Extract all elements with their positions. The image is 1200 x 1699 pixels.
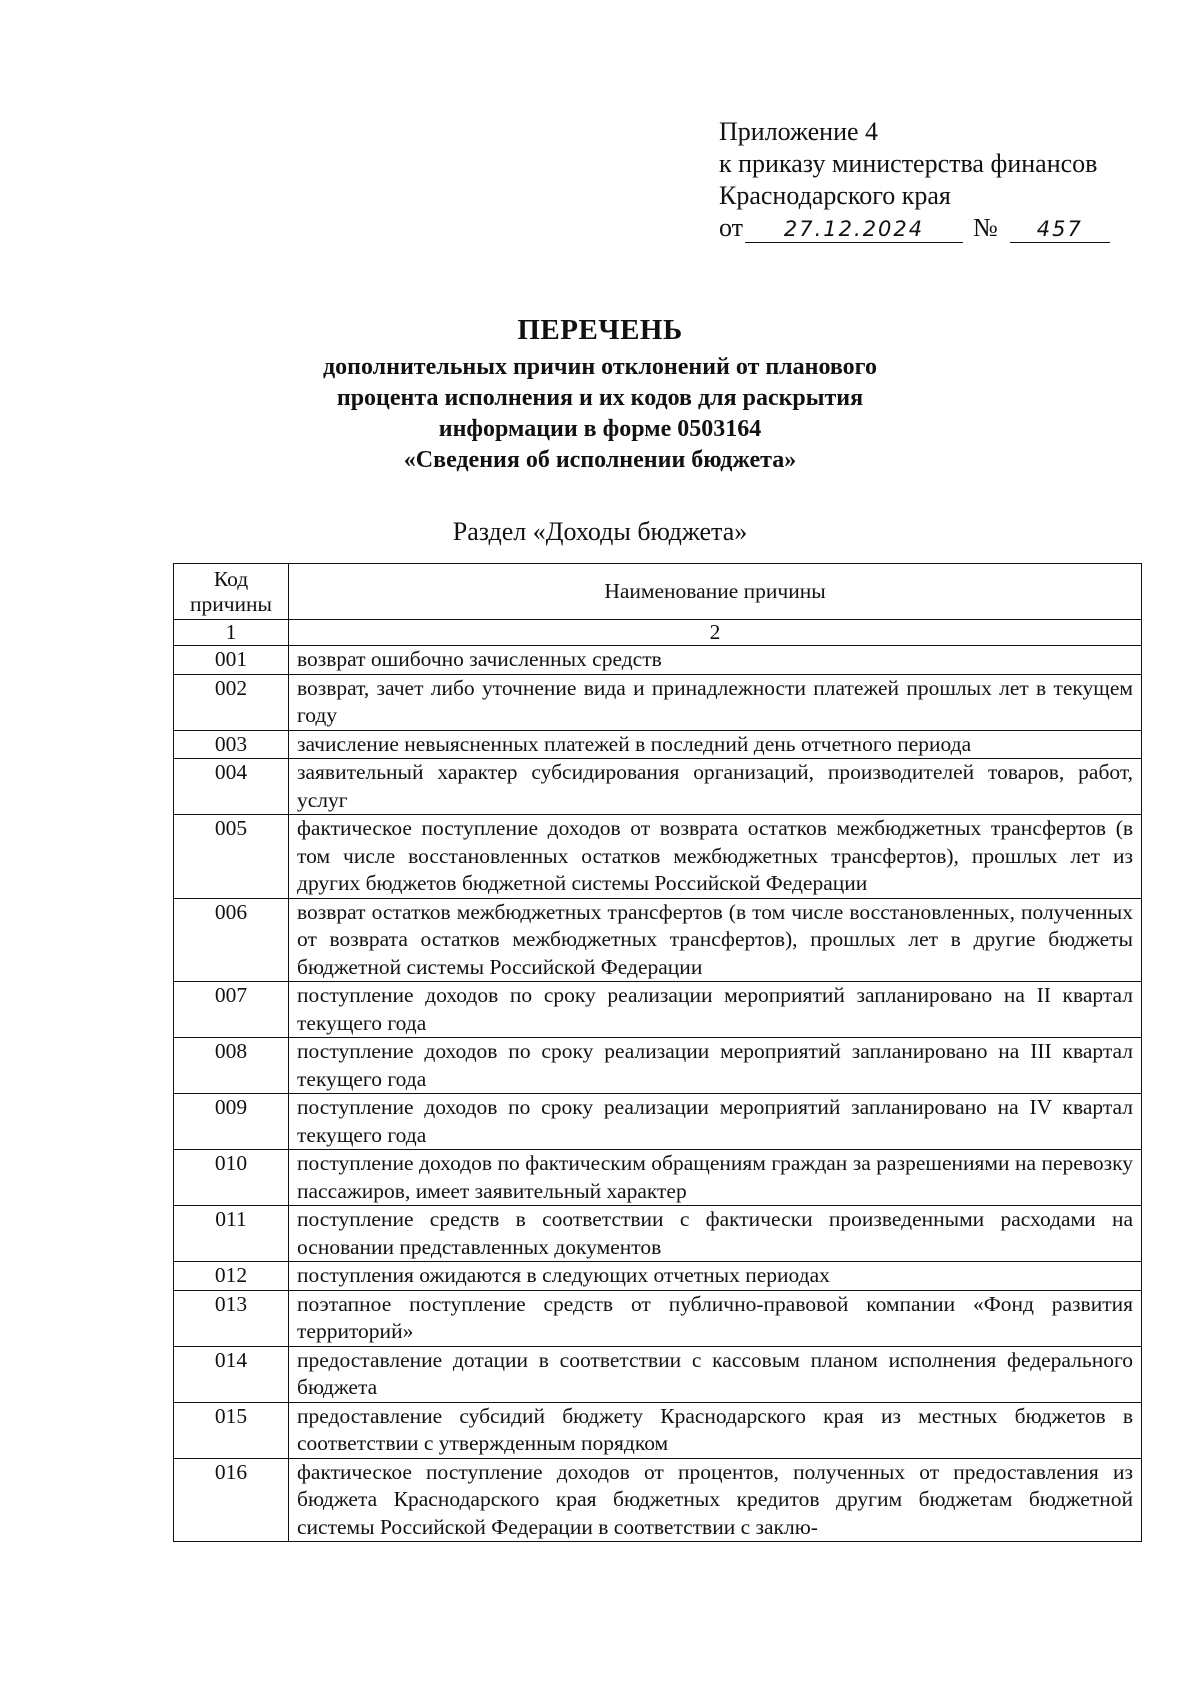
appendix-block [719, 116, 1110, 244]
reason-code: 003 [174, 730, 289, 759]
reason-code: 011 [174, 1206, 289, 1262]
appendix-line-1: Приложение 4 [719, 117, 879, 146]
reasons-table [173, 563, 1142, 1542]
table-row [174, 1094, 1142, 1150]
reason-code: 005 [174, 815, 289, 899]
reason-name: возврат ошибочно зачисленных средств [289, 646, 1142, 675]
reason-code: 010 [174, 1150, 289, 1206]
table-row [174, 1150, 1142, 1206]
reason-code: 002 [174, 674, 289, 730]
table-row [174, 1262, 1142, 1291]
reason-code: 007 [174, 982, 289, 1038]
appendix-date-line [719, 212, 1110, 244]
reason-name: возврат остатков межбюджетных трансфертов (в том числе восстановленных, полученных от возврата остатков межбюджетных трансфертов), прошлых лет в другие бюджеты бюджетной системы Российской Федерации [289, 898, 1142, 982]
reason-name: поступление доходов по фактическим обращениям граждан за разрешениями на перевозку пассажиров, имеет заявительный характер [289, 1150, 1142, 1206]
appendix-line-2: к приказу министерства финансов [719, 149, 1098, 178]
table-row [174, 674, 1142, 730]
column-number-2: 2 [289, 620, 1142, 646]
reason-name: зачисление невыясненных платежей в последний день отчетного периода [289, 730, 1142, 759]
column-number-1: 1 [174, 620, 289, 646]
reason-name: поступление доходов по сроку реализации мероприятий запланировано на II квартал текущего года [289, 982, 1142, 1038]
number-sign: № [973, 213, 998, 242]
table-row [174, 1346, 1142, 1402]
title-main: ПЕРЕЧЕНЬ [517, 314, 683, 346]
title-subtitle [0, 352, 1200, 476]
handwritten-date: 27.12.2024 [745, 216, 963, 243]
header-code [174, 564, 289, 620]
reason-code: 004 [174, 759, 289, 815]
table-row [174, 815, 1142, 899]
subtitle-line-4: «Сведения об исполнении бюджета» [403, 447, 797, 473]
reason-name: фактическое поступление доходов от возврата остатков межбюджетных трансфертов (в том числе восстановленных остатков межбюджетных трансфертов), прошлых лет из других бюджетов бюджетной системы Российской Федерации [289, 815, 1142, 899]
reason-name: предоставление дотации в соответствии с кассовым планом исполнения федерального бюджета [289, 1346, 1142, 1402]
reason-code: 012 [174, 1262, 289, 1291]
reason-code: 006 [174, 898, 289, 982]
reason-code: 013 [174, 1290, 289, 1346]
table-row [174, 1206, 1142, 1262]
reason-name: поступления ожидаются в следующих отчетных периодах [289, 1262, 1142, 1291]
reason-name: поступление средств в соответствии с фактически произведенными расходами на основании представленных документов [289, 1206, 1142, 1262]
subtitle-line-3: информации в форме 0503164 [438, 416, 762, 442]
table-row [174, 982, 1142, 1038]
table-row [174, 646, 1142, 675]
reason-code: 015 [174, 1402, 289, 1458]
reason-name: заявительный характер субсидирования организаций, производителей товаров, работ, услуг [289, 759, 1142, 815]
table-row [174, 730, 1142, 759]
reason-code: 009 [174, 1094, 289, 1150]
reason-name: возврат, зачет либо уточнение вида и принадлежности платежей прошлых лет в текущем году [289, 674, 1142, 730]
section-title: Раздел «Доходы бюджета» [452, 517, 748, 546]
table-row [174, 759, 1142, 815]
table-row [174, 1290, 1142, 1346]
header-name: Наименование причины [289, 564, 1142, 620]
table-row [174, 1458, 1142, 1542]
table-row [174, 898, 1142, 982]
reason-name: поступление доходов по сроку реализации мероприятий запланировано на III квартал текущего года [289, 1038, 1142, 1094]
table-row [174, 1038, 1142, 1094]
reason-code: 008 [174, 1038, 289, 1094]
reason-name: предоставление субсидий бюджету Краснодарского края из местных бюджетов в соответствии с утвержденным порядком [289, 1402, 1142, 1458]
table-row [174, 1402, 1142, 1458]
reason-code: 014 [174, 1346, 289, 1402]
reason-name: фактическое поступление доходов от процентов, полученных от предоставления из бюджета Краснодарского края бюджетных кредитов другим бюджетам бюджетной системы Российской Федерации в соответствии с заклю- [289, 1458, 1142, 1542]
handwritten-order-number: 457 [1010, 216, 1110, 243]
appendix-line-3: Краснодарского края [719, 181, 951, 210]
reason-code: 016 [174, 1458, 289, 1542]
header-code-line-1: Код [213, 566, 249, 591]
header-code-line-2: причины [189, 591, 273, 616]
date-prefix: от [719, 213, 744, 242]
table-header-row [174, 564, 1142, 620]
subtitle-line-2: процента исполнения и их кодов для раскрытия [336, 385, 864, 411]
document-title [0, 312, 1200, 476]
reason-name: поэтапное поступление средств от публично-правовой компании «Фонд развития территорий» [289, 1290, 1142, 1346]
reason-code: 001 [174, 646, 289, 675]
reason-name: поступление доходов по сроку реализации мероприятий запланировано на IV квартал текущего года [289, 1094, 1142, 1150]
subtitle-line-1: дополнительных причин отклонений от планового [323, 354, 877, 380]
column-numbering-row [174, 620, 1142, 646]
